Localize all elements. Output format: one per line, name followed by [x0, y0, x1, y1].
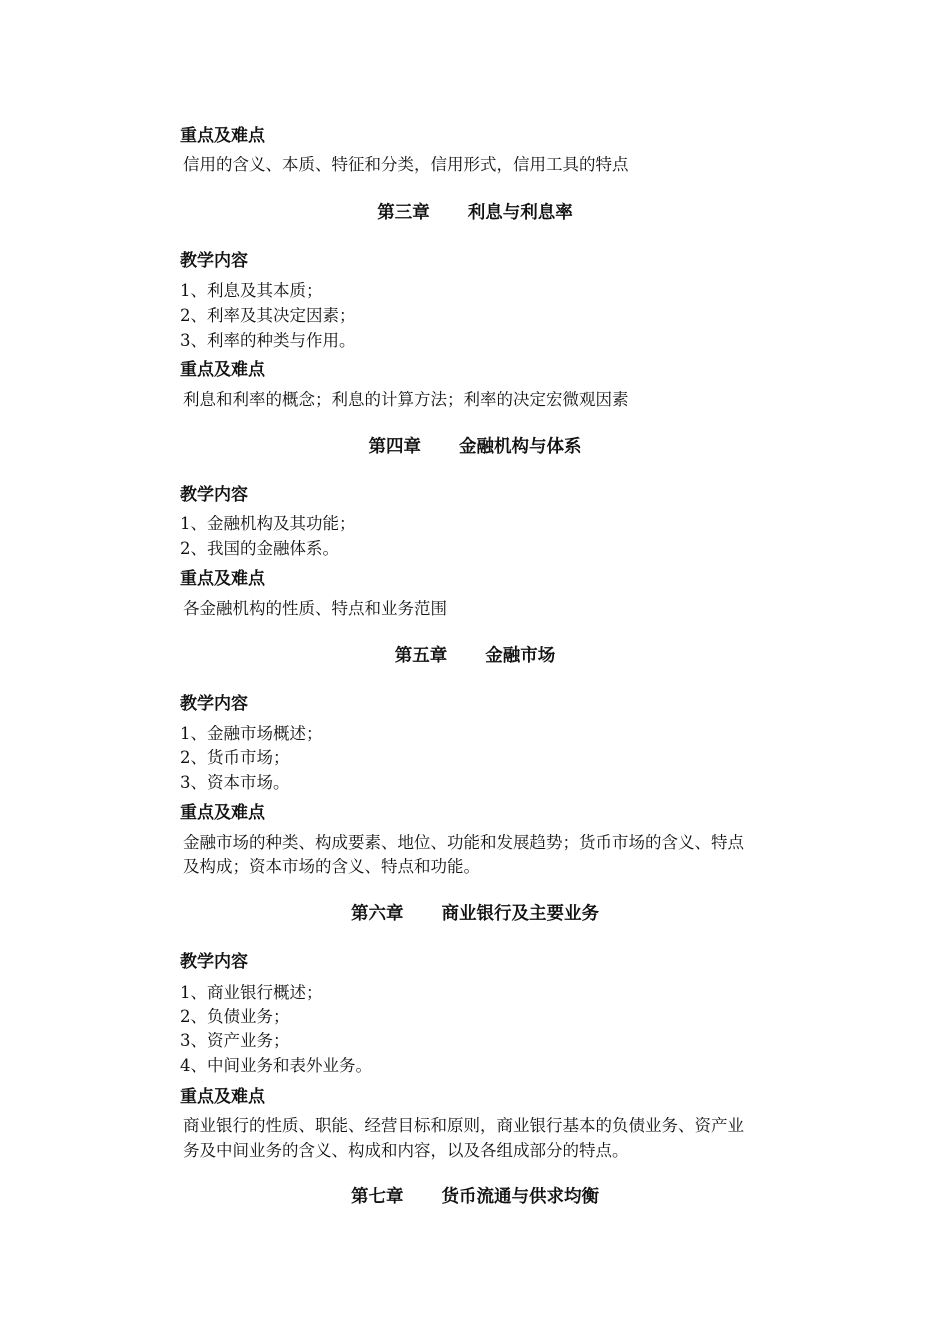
- key-points-text: 各金融机构的性质、特点和业务范围: [183, 599, 447, 618]
- teaching-content-heading: 教学内容: [180, 485, 248, 505]
- chapter-heading: [0, 439, 950, 457]
- list-item: 2、货币市场；: [180, 748, 290, 767]
- chapter-heading: [0, 648, 950, 666]
- key-points-heading: 重点及难点: [180, 803, 265, 823]
- key-points-text: 信用的含义、本质、特征和分类，信用形式，信用工具的特点: [183, 155, 629, 174]
- teaching-content-heading: 教学内容: [180, 694, 248, 714]
- chapter-number: 第七章: [351, 1187, 404, 1207]
- chapter-number: 第六章: [351, 904, 404, 924]
- key-points-text-line: 及构成；资本市场的含义、特点和功能。: [183, 857, 480, 876]
- key-points-text-line: 金融市场的种类、构成要素、地位、功能和发展趋势；货币市场的含义、特点: [183, 833, 744, 852]
- list-item: 1、金融机构及其功能；: [180, 514, 356, 533]
- key-points-text-line: 商业银行的性质、职能、经营目标和原则，商业银行基本的负债业务、资产业: [183, 1116, 744, 1135]
- chapter-title: 金融机构与体系: [459, 437, 582, 457]
- list-item: 1、利息及其本质；: [180, 281, 323, 300]
- teaching-content-heading: 教学内容: [180, 251, 248, 271]
- key-points-heading: 重点及难点: [180, 569, 265, 589]
- list-item: 3、资本市场。: [180, 773, 290, 792]
- key-points-text-line: 务及中间业务的含义、构成和内容，以及各组成部分的特点。: [183, 1141, 629, 1160]
- key-points-text: 利息和利率的概念；利息的计算方法；利率的决定宏微观因素: [183, 390, 629, 409]
- list-item: 2、负债业务；: [180, 1007, 290, 1026]
- list-item: 4、中间业务和表外业务。: [180, 1056, 372, 1075]
- key-points-heading: 重点及难点: [180, 1087, 265, 1107]
- teaching-content-heading: 教学内容: [180, 952, 248, 972]
- chapter-heading: [0, 1189, 950, 1207]
- chapter-title: 金融市场: [485, 646, 556, 666]
- chapter-heading: [0, 205, 950, 223]
- chapter-title: 商业银行及主要业务: [441, 904, 599, 924]
- list-item: 1、商业银行概述；: [180, 983, 323, 1002]
- list-item: 2、利率及其决定因素；: [180, 306, 356, 325]
- chapter-heading: [0, 906, 950, 924]
- list-item: 1、金融市场概述；: [180, 724, 323, 743]
- list-item: 2、我国的金融体系。: [180, 539, 339, 558]
- list-item: 3、利率的种类与作用。: [180, 331, 356, 350]
- chapter-number: 第五章: [394, 646, 448, 666]
- key-points-heading: 重点及难点: [180, 360, 265, 380]
- list-item: 3、资产业务；: [180, 1031, 290, 1050]
- chapter-number: 第三章: [377, 203, 430, 223]
- chapter-number: 第四章: [368, 437, 421, 457]
- chapter-title: 货币流通与供求均衡: [441, 1187, 599, 1207]
- chapter-title: 利息与利息率: [467, 203, 573, 223]
- key-points-heading: 重点及难点: [180, 126, 265, 146]
